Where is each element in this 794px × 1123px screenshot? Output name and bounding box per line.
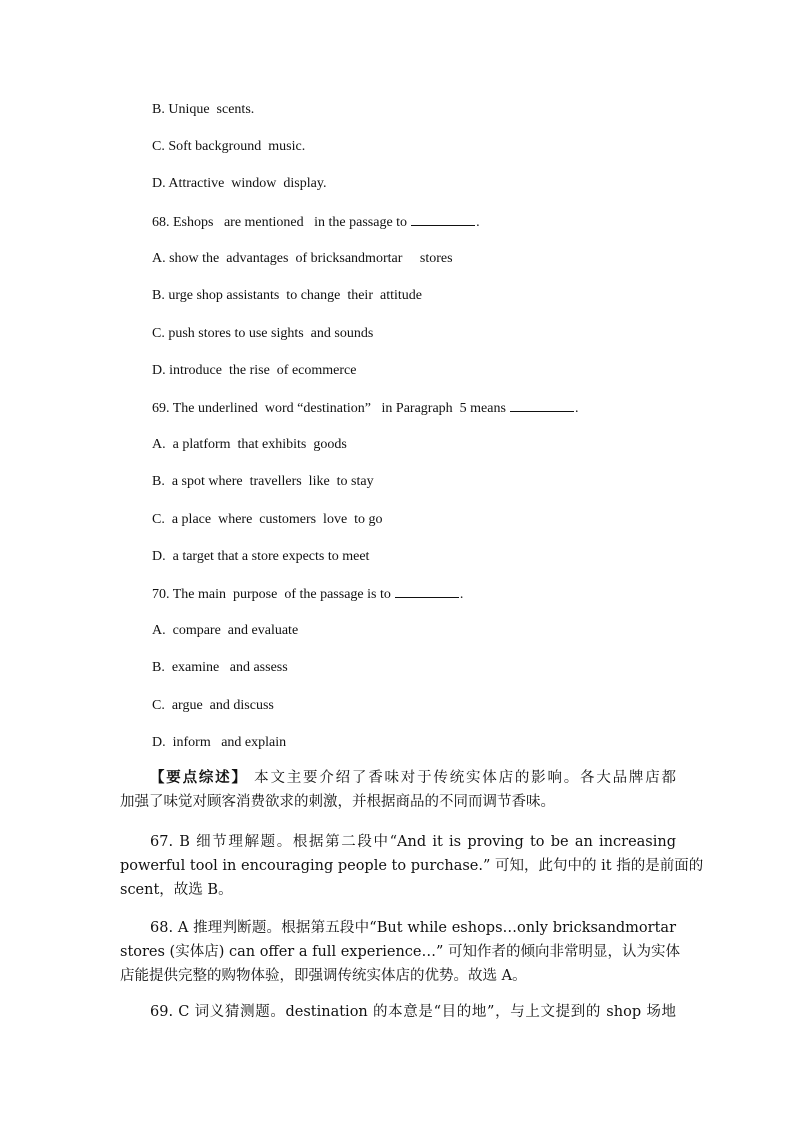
option-69-c: C. a place where customers love to go [152, 512, 383, 527]
answer-67-line-3: scent，故选 B。 [120, 882, 233, 898]
option-67-d: D. Attractive window display. [152, 176, 327, 191]
option-70-a: A. compare and evaluate [152, 623, 299, 638]
summary-tag: 【要点综述】 [150, 769, 248, 786]
question-69-stem: 69. The underlined word “destination” in Paragraph 5 means [152, 401, 506, 416]
option-69-b: B. a spot where travellers like to stay [152, 474, 374, 489]
question-69: 69. The underlined word “destination” in Paragraph 5 means . [152, 401, 579, 416]
answer-69-paragraph [120, 1000, 676, 1024]
option-70-d: D. inform and explain [152, 735, 287, 750]
question-68: 68. Eshops are mentioned in the passage to . [152, 215, 480, 230]
option-69-a: A. a platform that exhibits goods [152, 437, 347, 452]
answer-67-line-1: 67. B 细节理解题。根据第二段中“And it is proving to be an increasing [150, 834, 676, 850]
summary-line-1: 【要点综述】 本文主要介绍了香味对于传统实体店的影响。各大品牌店都 [150, 769, 677, 786]
question-70: 70. The main purpose of the passage is to . [152, 587, 464, 602]
option-67-b: B. Unique scents. [152, 102, 255, 117]
answer-69-line-1: 69. C 词义猜测题。destination 的本意是“目的地”，与上文提到的 shop 场地 [150, 1004, 676, 1020]
question-68-stem: 68. Eshops are mentioned in the passage to [152, 215, 408, 230]
answer-68-line-1: 68. A 推理判断题。根据第五段中“But while eshops…only bricksandmortar [150, 920, 676, 936]
option-68-a: A. show the advantages of bricksandmortar stores [152, 251, 453, 266]
answer-blank [395, 585, 459, 598]
answer-68-line-2: stores (实体店) can offer a full experience…” 可知作者的倾向非常明显，认为实体 [120, 944, 681, 960]
summary-line-2: 加强了味觉对顾客消费欲求的刺激，并根据商品的不同而调节香味。 [120, 794, 555, 810]
option-69-d: D. a target that a store expects to meet [152, 549, 370, 564]
summary-paragraph [120, 766, 676, 814]
option-67-c: C. Soft background music. [152, 139, 306, 154]
option-68-d: D. introduce the rise of ecommerce [152, 363, 357, 378]
answer-68-paragraph [120, 916, 681, 988]
option-68-c: C. push stores to use sights and sounds [152, 326, 374, 341]
answer-blank [510, 399, 574, 412]
option-70-b: B. examine and assess [152, 660, 288, 675]
option-68-b: B. urge shop assistants to change their attitude [152, 288, 422, 303]
question-70-stem: 70. The main purpose of the passage is to [152, 587, 391, 602]
answer-67-line-2: powerful tool in encouraging people to purchase.” 可知，此句中的 it 指的是前面的 [120, 858, 704, 874]
answer-blank [411, 213, 475, 226]
option-70-c: C. argue and discuss [152, 698, 274, 713]
answer-67-paragraph [120, 830, 704, 902]
answer-68-line-3: 店能提供完整的购物体验，即强调传统实体店的优势。故选 A。 [120, 968, 527, 984]
